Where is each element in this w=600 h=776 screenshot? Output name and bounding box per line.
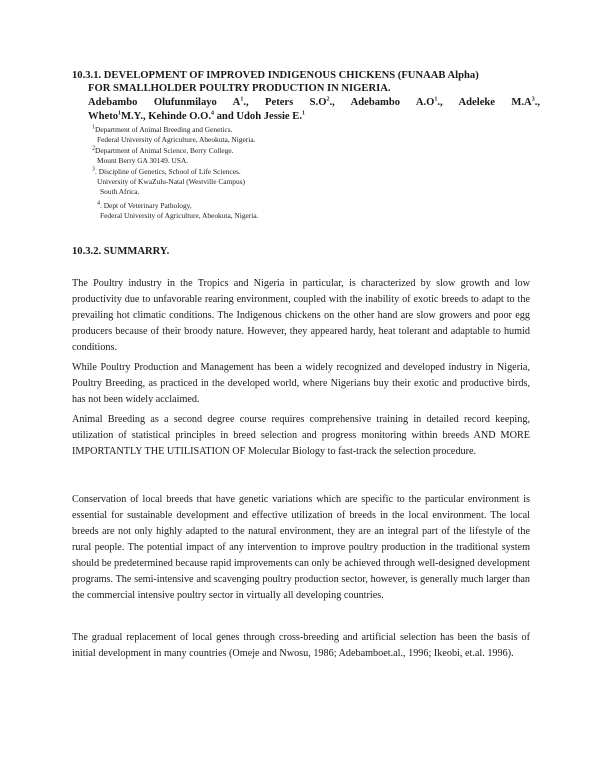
affiliation-marker: 1: [434, 96, 438, 103]
affiliation-marker: 4: [210, 109, 214, 116]
author-list: [88, 96, 540, 123]
affiliation-2-line-1: [92, 146, 392, 156]
affiliations: [92, 125, 392, 222]
author-name: ., Peters S.O: [243, 97, 327, 108]
affiliation-text: . Discipline of Genetics, School of Life Sciences.: [95, 166, 241, 176]
affiliation-4-line-1: [92, 201, 392, 211]
title-line-1: 10.3.1. DEVELOPMENT OF IMPROVED INDIGENOUS CHICKENS (FUNAAB Alpha): [72, 70, 479, 81]
summary-paragraph-4: Conservation of local breeds that have genetic variations which are specific to the particular environment is essential for sustainable development and effective utilization of breeds in the local environment. The local breeds are not only highly adapted to the natural environment, they are an integral part of the lifestyle of the rural people. The potential impact of any intervention to improve poultry production in the traditional system should be predetermined because rapid improvements can only be achieved through well-designed development programs. The semi-intensive and scavenging poultry production sector, however, is generally much larger than the commercial intensive poultry sector in virtually all developing countries.: [72, 494, 530, 601]
affiliation-1-line-1: [92, 125, 392, 135]
affiliation-text: Department of Animal Science, Berry College.: [95, 145, 234, 155]
author-name: M.Y., Kehinde O.O.: [121, 110, 211, 122]
summary-paragraph-5: The gradual replacement of local genes through cross-breeding and artificial selection has been the basis of initial development in many countries (Omeje and Nwosu, 1986; Adebamboet.al., 1996; Ikeobi, et.al. 1996).: [72, 632, 530, 659]
affiliation-3-line-3: South Africa.: [100, 187, 140, 197]
affiliation-marker: 1: [92, 124, 95, 131]
author-name: ., Adeleke M.A: [437, 97, 532, 108]
affiliation-1-line-2: Federal University of Agriculture, Abeokuta, Nigeria.: [97, 135, 256, 145]
affiliation-marker: 3: [92, 166, 95, 173]
affiliation-marker: 1: [302, 109, 305, 116]
affiliation-marker: 3: [531, 96, 535, 103]
affiliation-marker: 4: [97, 200, 100, 207]
author-name: Wheto: [88, 110, 119, 122]
affiliation-marker: 1: [240, 96, 244, 103]
affiliation-text: . Dept of Veterinary Pathology,: [100, 200, 192, 210]
affiliation-marker: 2: [92, 145, 95, 152]
author-name: ., Adebambo A.O: [329, 97, 435, 108]
author-line-1: [88, 96, 540, 110]
affiliation-text: Department of Animal Breeding and Genetics.: [95, 125, 233, 134]
author-name: Adebambo Olufunmilayo A: [88, 97, 241, 108]
document-title: [72, 70, 542, 95]
affiliation-4-line-2: Federal University of Agriculture, Abeokuta, Nigeria.: [100, 211, 259, 221]
affiliation-2-line-2: Mount Berry GA 30149. USA.: [97, 156, 189, 166]
summary-heading: 10.3.2. SUMMARRY.: [72, 246, 170, 257]
summary-paragraph-3: Animal Breeding as a second degree course requires comprehensive training in detailed record keeping, utilization of statistical principles in breed selection and progress monitoring within breeds AND MORE IMPORTANTLY THE UTILISATION OF Molecular Biology to fast-track the selection procedure.: [72, 414, 530, 457]
affiliation-3-line-1: [92, 167, 392, 177]
summary-paragraph-1: The Poultry industry in the Tropics and Nigeria in particular, is characterized by slow growth and low productivity due to unfavorable rearing environment, coupled with the inability of exotic breeds to adapt to the prevailing hot climatic conditions. The Indigenous chickens on the other hand are slow growers and poor egg producers because of their broody nature. However, they appeared hardy, heat tolerant and adaptable to humid conditions.: [72, 278, 530, 353]
author-separator: .,: [534, 97, 540, 108]
summary-paragraph-2: While Poultry Production and Management has been a widely recognized and developed industry in Nigeria, Poultry Breeding, as practiced in the developed world, where Nigerians buy their exotic and productive birds, has not been widely acclaimed.: [72, 362, 530, 405]
affiliation-marker: 2: [326, 96, 330, 103]
title-line-2: FOR SMALLHOLDER POULTRY PRODUCTION IN NIGERIA.: [88, 82, 391, 94]
author-line-2: [88, 111, 305, 122]
author-name: and Udoh Jessie E.: [213, 110, 302, 122]
affiliation-3-line-2: University of KwaZulu-Natal (Westville Campus): [97, 177, 246, 187]
affiliation-marker: 1: [118, 109, 122, 116]
